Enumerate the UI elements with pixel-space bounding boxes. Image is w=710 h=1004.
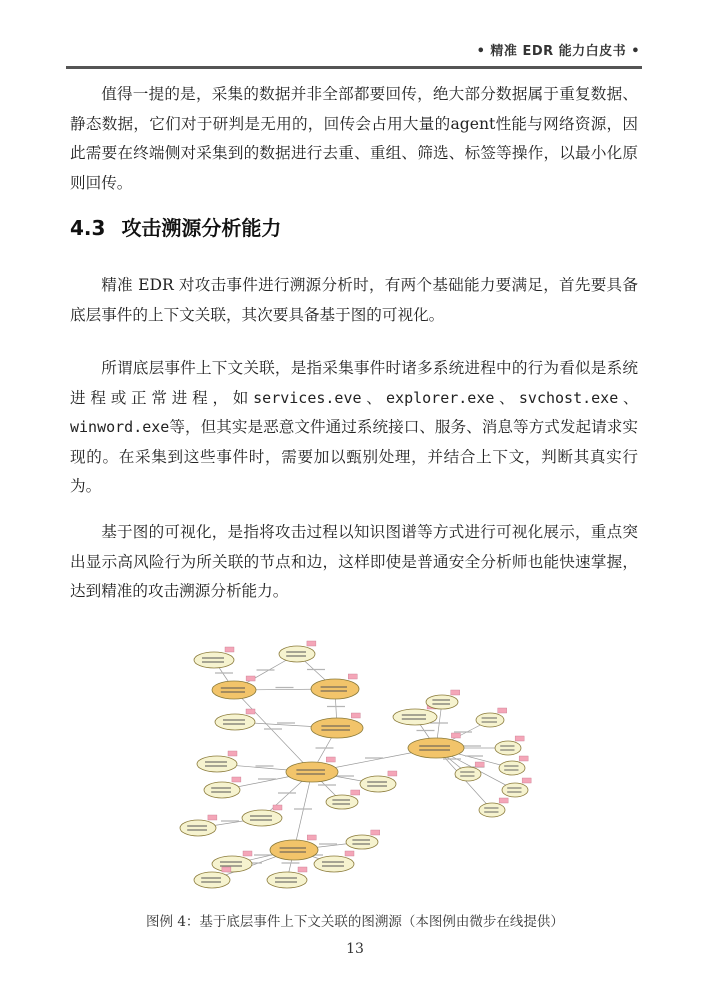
node-flag — [522, 778, 531, 783]
figure-caption: 图例 4：基于底层事件上下文关联的图溯源（本图例由微步在线提供） — [146, 914, 564, 930]
file-node — [326, 790, 360, 809]
file-node — [360, 771, 397, 792]
file-node — [180, 815, 217, 836]
node-ellipse — [215, 714, 255, 730]
node-ellipse — [194, 872, 230, 888]
node-flag — [273, 805, 282, 810]
file-node — [346, 830, 380, 849]
node-ellipse — [455, 767, 481, 781]
node-flag — [326, 757, 335, 762]
node-ellipse — [311, 718, 363, 738]
node-ellipse — [180, 820, 216, 836]
context-text-1: 所谓底层事件上下文关联，是指采集事件时诸多系统进程中的行为看似是系统进程或正常进程，如 — [70, 359, 638, 407]
file-node — [204, 777, 241, 798]
node-ellipse — [479, 803, 505, 817]
node-ellipse — [197, 756, 237, 772]
process-node — [270, 835, 318, 860]
file-node — [476, 708, 507, 727]
node-ellipse — [267, 872, 307, 888]
node-flag — [243, 851, 252, 856]
node-ellipse — [499, 761, 525, 775]
node-ellipse — [476, 713, 504, 727]
node-flag — [371, 830, 380, 835]
node-ellipse — [212, 681, 256, 699]
process-node — [311, 713, 363, 738]
node-flag — [307, 835, 316, 840]
page-number: 13 — [346, 941, 364, 957]
file-node — [279, 641, 316, 662]
file-node — [242, 805, 282, 826]
node-ellipse — [314, 856, 354, 872]
node-ellipse — [495, 741, 521, 755]
node-flag — [498, 708, 507, 713]
section-title: 攻击溯源分析能力 — [121, 216, 282, 240]
node-ellipse — [426, 695, 458, 709]
process-node — [286, 757, 338, 782]
node-ellipse — [346, 835, 378, 849]
file-node — [215, 709, 255, 730]
node-flag — [345, 851, 354, 856]
file-node — [194, 647, 234, 668]
node-flag — [222, 867, 231, 872]
file-node — [426, 690, 460, 709]
process-names: services.eve、explorer.exe、svchost.exe、winword.exe — [70, 388, 638, 436]
node-flag — [298, 867, 307, 872]
node-flag — [499, 798, 508, 803]
node-ellipse — [360, 776, 396, 792]
file-node — [212, 851, 252, 872]
node-flag — [307, 641, 316, 646]
paragraph-data-return: 值得一提的是，采集的数据并非全部都要回传，绝大部分数据属于重复数据、静态数据，它们对于研判是无用的，回传会占用大量的agent性能与网络资源，因此需要在终端侧对采集到的数据进行去重、重组、筛选、标签等操作，以最小化原则回传。 — [70, 85, 638, 192]
node-ellipse — [270, 840, 318, 860]
node-flag — [232, 777, 241, 782]
section-heading — [70, 212, 281, 241]
context-text-2: 等，但其实是恶意文件通过系统接口、服务、消息等方式发起请求实现的。在采集到这些事件时，需要加以甄别处理，并结合上下文，判断其真实行为。 — [70, 418, 638, 495]
node-ellipse — [242, 810, 282, 826]
node-flag — [519, 756, 528, 761]
file-node — [194, 867, 231, 888]
node-flag — [351, 713, 360, 718]
header-rule — [66, 66, 642, 69]
node-ellipse — [204, 782, 240, 798]
node-ellipse — [393, 709, 437, 725]
provenance-graph-figure — [172, 632, 540, 900]
node-flag — [208, 815, 217, 820]
file-node — [267, 867, 307, 888]
header-title: • 精准 EDR 能力白皮书 • — [476, 44, 640, 59]
node-flag — [388, 771, 397, 776]
node-flag — [348, 674, 357, 679]
process-node — [212, 676, 256, 699]
node-flag — [451, 690, 460, 695]
file-node — [197, 751, 237, 772]
node-flag — [451, 733, 460, 738]
file-node — [502, 778, 531, 797]
node-ellipse — [286, 762, 338, 782]
process-node — [408, 733, 464, 758]
node-flag — [351, 790, 360, 795]
node-flag — [228, 751, 237, 756]
node-ellipse — [502, 783, 528, 797]
node-ellipse — [212, 856, 252, 872]
node-flag — [515, 736, 524, 741]
paragraph-capabilities: 精准 EDR 对攻击事件进行溯源分析时，有两个基础能力要满足，首先要具备底层事件的上下文关联，其次要具备基于图的可视化。 — [70, 276, 638, 324]
file-node — [314, 851, 354, 872]
section-number: 4.3 — [70, 216, 106, 240]
node-ellipse — [311, 679, 359, 699]
paragraph-context-correlation — [70, 354, 638, 502]
paragraph-graph-visualization: 基于图的可视化，是指将攻击过程以知识图谱等方式进行可视化展示，重点突出显示高风险行为所关联的节点和边，这样即使是普通安全分析师也能快速掌握，达到精准的攻击溯源分析能力。 — [70, 523, 638, 600]
node-flag — [475, 762, 484, 767]
node-flag — [225, 647, 234, 652]
file-node — [495, 736, 524, 755]
provenance-graph — [172, 632, 540, 900]
node-ellipse — [194, 652, 234, 668]
node-flag — [246, 676, 255, 681]
graph-edge — [234, 690, 312, 772]
node-ellipse — [326, 795, 358, 809]
node-ellipse — [279, 646, 315, 662]
file-node — [455, 762, 484, 781]
node-flag — [246, 709, 255, 714]
file-node — [499, 756, 528, 775]
node-ellipse — [408, 738, 464, 758]
process-node — [311, 674, 359, 699]
